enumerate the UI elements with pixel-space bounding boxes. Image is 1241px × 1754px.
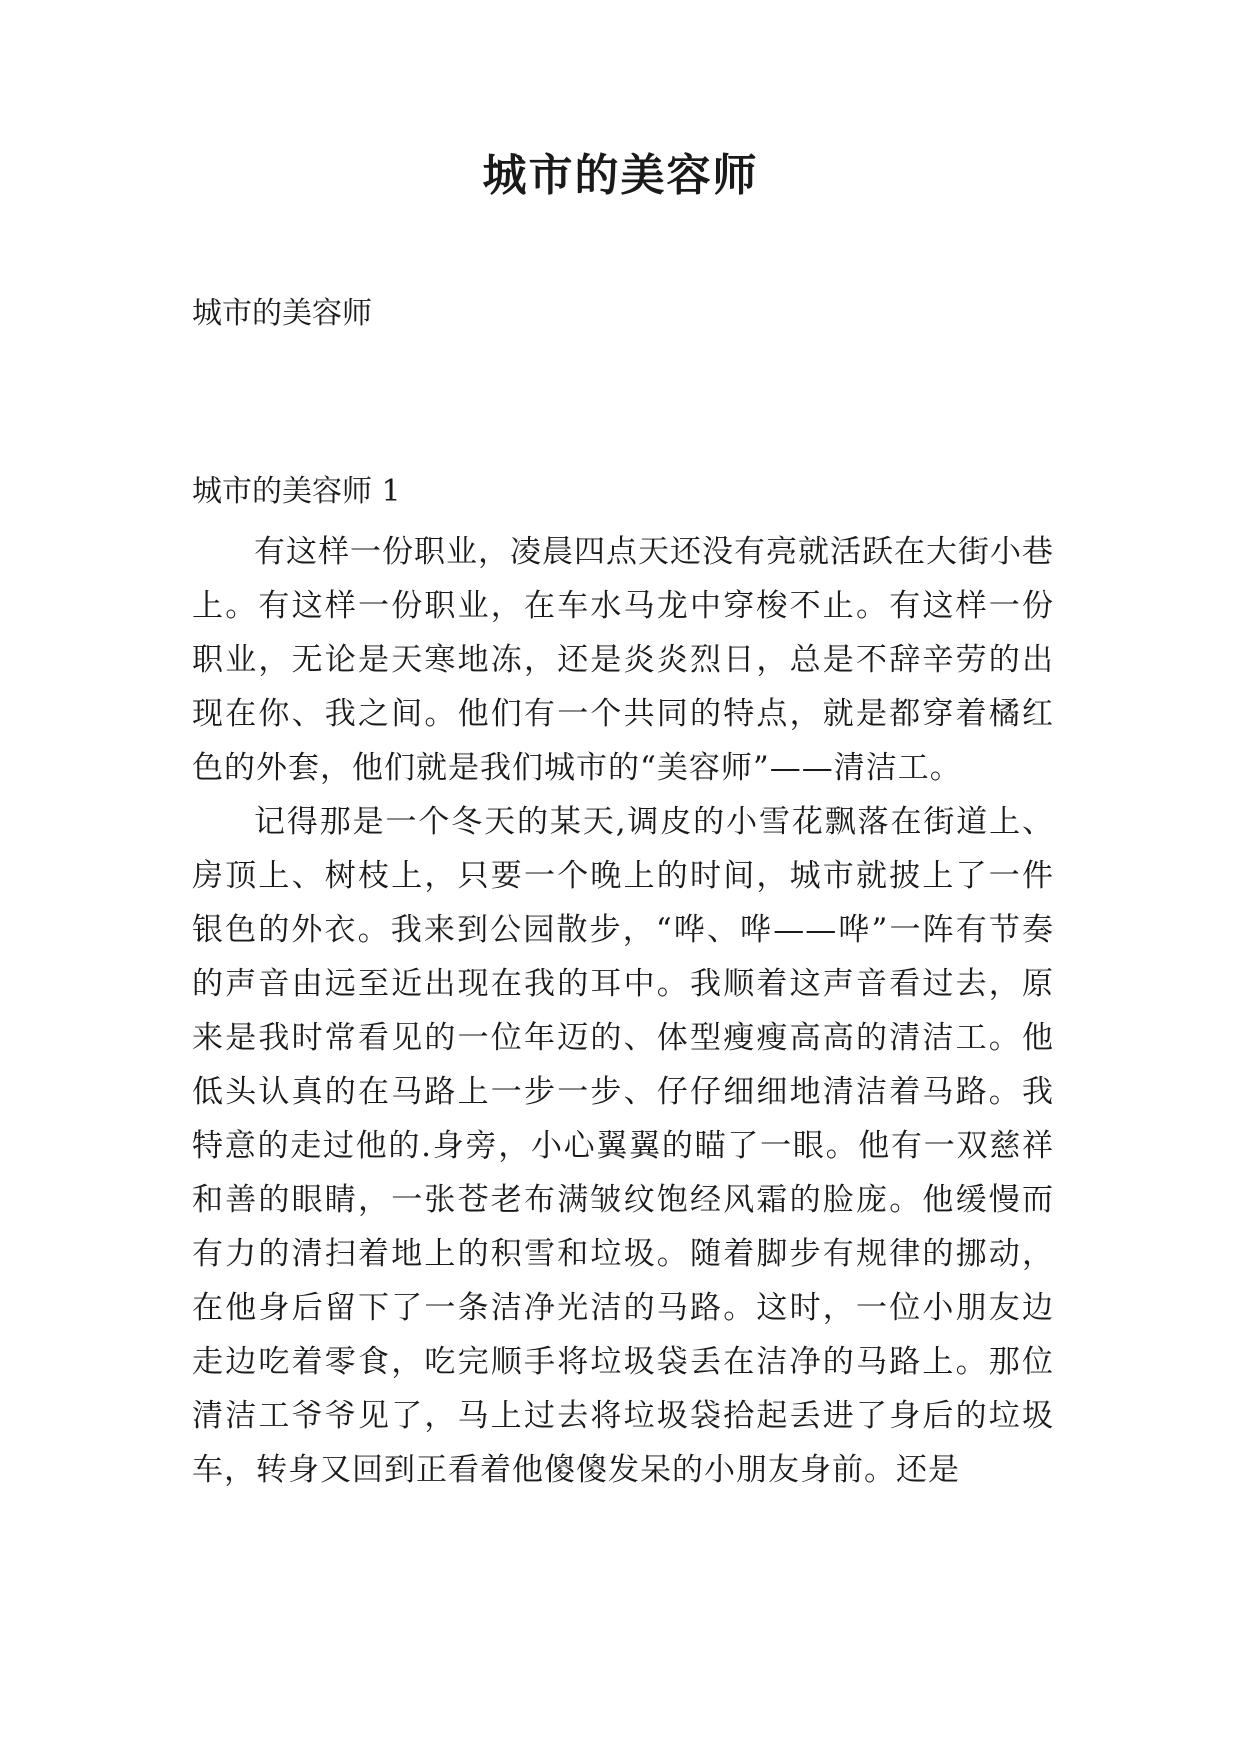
paragraph: 有这样一份职业，凌晨四点天还没有亮就活跃在大街小巷上。有这样一份职业，在车水马龙中穿梭不止。有这样一份职业，无论是天寒地冻，还是炎炎烈日，总是不辞辛劳的出现在你、我之间。他们有一个共同的特点，就是都穿着橘红色的外套，他们就是我们城市的“美容师”——清洁工。: [192, 534, 1054, 786]
article-body: [192, 525, 1054, 1497]
document-title: 城市的美容师: [482, 150, 759, 201]
document-subtitle: 城市的美容师: [192, 296, 372, 331]
paragraph: 记得那是一个冬天的某天,调皮的小雪花飘落在街道上、房顶上、树枝上，只要一个晚上的时间，城市就披上了一件银色的外衣。我来到公园散步，“哗、哗——哗”一阵有节奏的声音由远至近出现在我的耳中。我顺着这声音看过去，原来是我时常看见的一位年迈的、体型瘦瘦高高的清洁工。他低头认真的在马路上一步一步、仔仔细细地清洁着马路。我特意的走过他的.身旁，小心翼翼的瞄了一眼。他有一双慈祥和善的眼睛，一张苍老布满皱纹饱经风霜的脸庞。他缓慢而有力的清扫着地上的积雪和垃圾。随着脚步有规律的挪动，在他身后留下了一条洁净光洁的马路。这时，一位小朋友边走边吃着零食，吃完顺手将垃圾袋丢在洁净的马路上。那位清洁工爷爷见了，马上过去将垃圾袋拾起丢进了身后的垃圾车，转身又回到正看着他傻傻发呆的小朋友身前。还是: [192, 804, 1054, 1488]
section-heading: 城市的美容师 1: [192, 474, 401, 509]
